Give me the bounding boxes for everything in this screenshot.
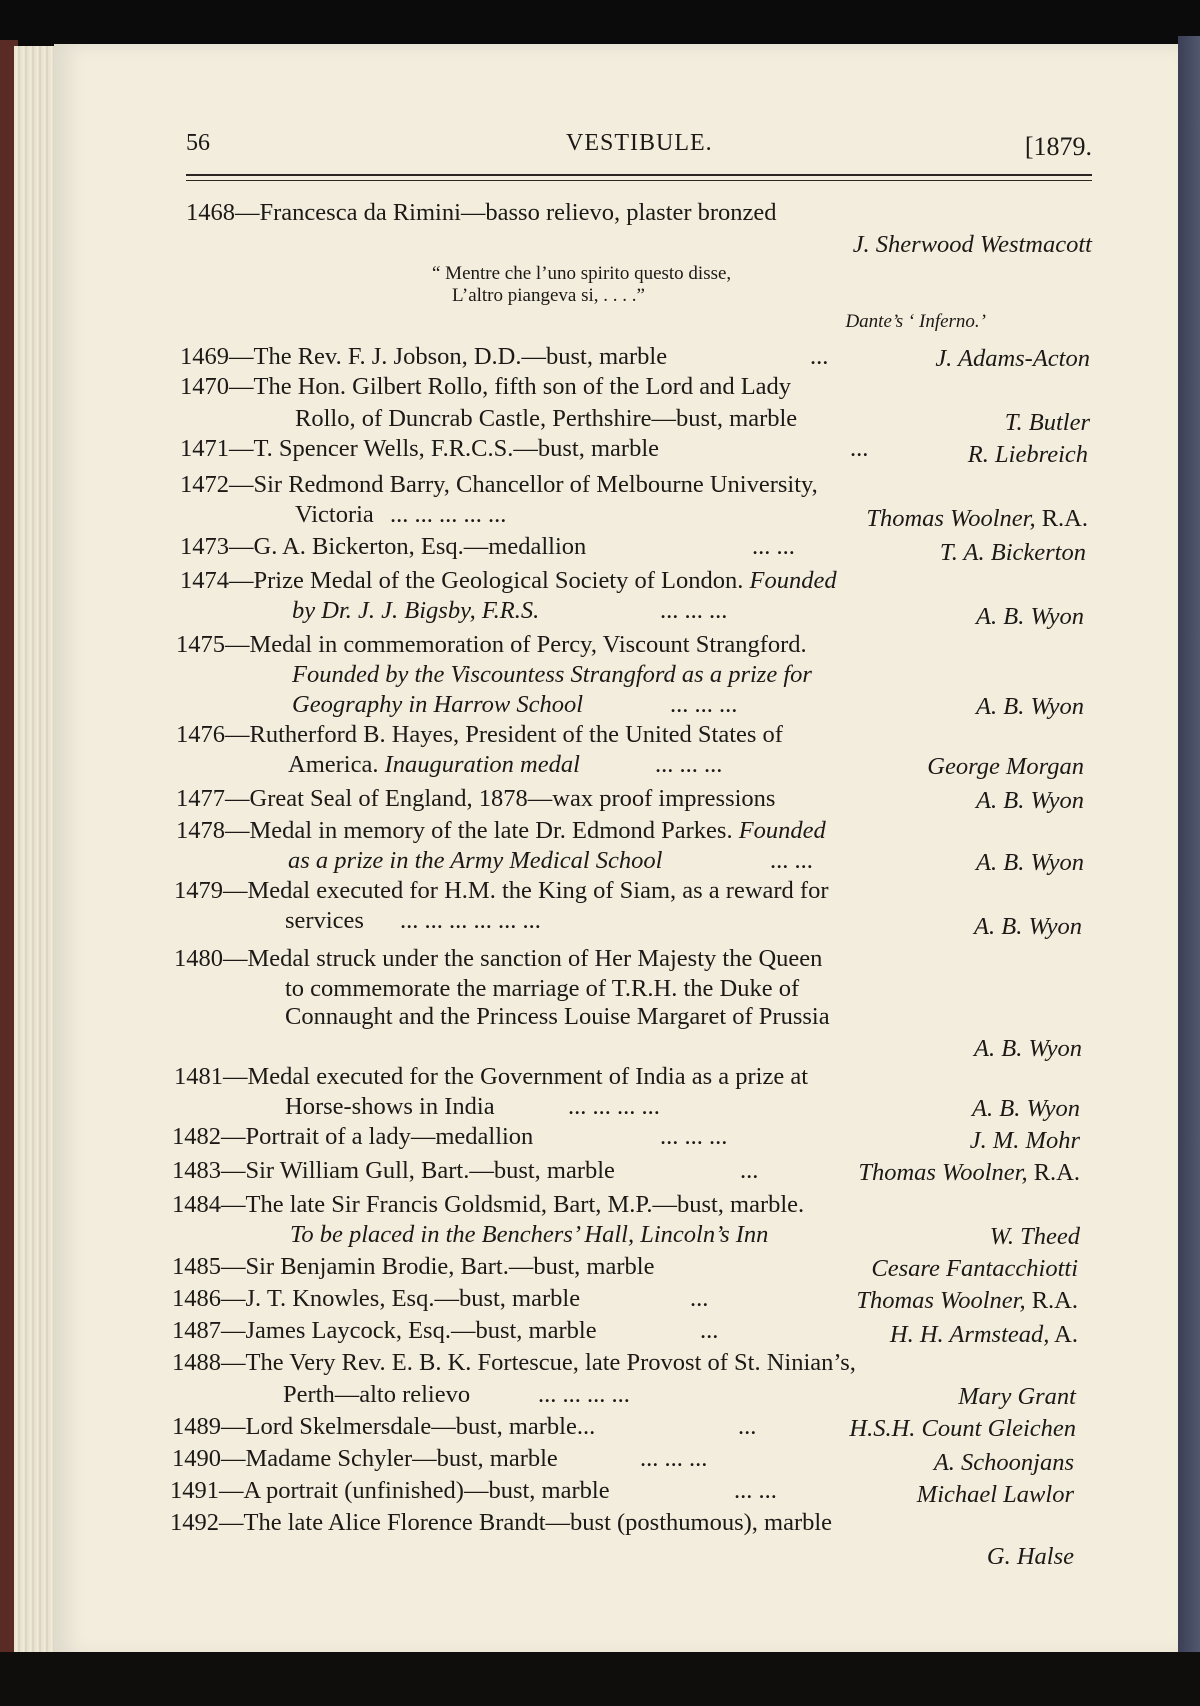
entry-1487-dots: ... [700, 1317, 719, 1344]
entry-1491-artist: Michael Lawlor [916, 1481, 1074, 1508]
entry-1469-artist: J. Adams-Acton [935, 345, 1090, 372]
entry-1473-text: 1473—G. A. Bickerton, Esq.—medallion [180, 533, 587, 560]
entry-1468-line1: 1468—Francesca da Rimini—basso relievo, plaster bronzed [186, 199, 777, 226]
entry-1491-dots: ... ... [734, 1477, 777, 1504]
entry-1486-artist-suffix: R.A. [1031, 1287, 1078, 1314]
entry-1472-artist-suffix: R.A. [1041, 505, 1088, 532]
entry-1481-artist: A. B. Wyon [972, 1095, 1080, 1122]
entry-1471-artist: R. Liebreich [967, 441, 1088, 468]
entry-1481-line1: 1481—Medal executed for the Government of India as a prize at [174, 1063, 809, 1090]
entry-1472-artist-name: Thomas Woolner, [866, 505, 1036, 532]
entry-1475-line3: Geography in Harrow School [292, 691, 584, 718]
entry-1469-dots: ... [810, 343, 829, 370]
entry-1470-line2: Rollo, of Duncrab Castle, Perthshire—bust, marble [295, 405, 798, 432]
entry-1488-line2: Perth—alto relievo [283, 1381, 471, 1408]
entry-1486-text: 1486—J. T. Knowles, Esq.—bust, marble [172, 1285, 581, 1312]
entry-1487-text: 1487—James Laycock, Esq.—bust, marble [172, 1317, 597, 1344]
quote-line2: L’altro piangeva si, . . . .” [452, 285, 645, 306]
entry-1474-artist: A. B. Wyon [976, 603, 1084, 630]
entry-1476-inauguration: Inauguration medal [384, 751, 580, 778]
entry-1480-line3: Connaught and the Princess Louise Margaret of Prussia [285, 1003, 830, 1030]
entry-1483-artist-suffix: R.A. [1033, 1159, 1080, 1186]
page-number: 56 [186, 130, 210, 156]
entry-1476-line2 [288, 750, 580, 780]
entry-1488-artist: Mary Grant [958, 1383, 1076, 1410]
entry-1480-line1: 1480—Medal struck under the sanction of Her Majesty the Queen [174, 945, 823, 972]
entry-1478-line1 [176, 816, 826, 846]
entry-1471-text: 1471—T. Spencer Wells, F.R.C.S.—bust, marble [180, 435, 660, 462]
entry-1486-dots: ... [690, 1285, 709, 1312]
entry-1476-line2-text: America. [288, 751, 379, 778]
entry-1476-line1: 1476—Rutherford B. Hayes, President of the United States of [176, 721, 783, 748]
entry-1481-line2: Horse-shows in India [285, 1093, 495, 1120]
entry-1476-dots: ... ... ... [655, 751, 723, 778]
entry-1487-artist-suffix: A. [1054, 1321, 1078, 1348]
entry-1476-artist: George Morgan [927, 753, 1084, 780]
entry-1472-line1: 1472—Sir Redmond Barry, Chancellor of Melbourne University, [180, 471, 818, 498]
entry-1482-artist: J. M. Mohr [969, 1127, 1080, 1154]
entry-1475-artist: A. B. Wyon [976, 693, 1084, 720]
entry-1479-artist: A. B. Wyon [974, 913, 1082, 940]
entry-1489-dots: ... [738, 1413, 757, 1440]
entry-1475-line1: 1475—Medal in commemoration of Percy, Viscount Strangford. [176, 631, 807, 658]
entry-1468-artist: J. Sherwood Westmacott [852, 231, 1092, 258]
entry-1473-artist: T. A. Bickerton [939, 539, 1086, 566]
entry-1491-text: 1491—A portrait (unfinished)—bust, marble [170, 1477, 610, 1504]
entry-1490-text: 1490—Madame Schyler—bust, marble [172, 1445, 558, 1472]
entry-1473-dots: ... ... [752, 533, 795, 560]
entry-1479-line1: 1479—Medal executed for H.M. the King of Siam, as a reward for [174, 877, 829, 904]
entry-1485-artist: Cesare Fantacchiotti [871, 1255, 1078, 1282]
entry-1492-line1: 1492—The late Alice Florence Brandt—bust (posthumous), marble [170, 1509, 833, 1536]
header-rule [186, 174, 1092, 176]
entry-1483-artist-name: Thomas Woolner, [858, 1159, 1028, 1186]
entry-1474-line2: by Dr. J. J. Bigsby, F.R.S. [292, 597, 540, 624]
entry-1483-artist [780, 1158, 1080, 1188]
quote-line1: “ Mentre che l’uno spirito questo disse, [432, 263, 732, 284]
year-label: [1879. [1024, 132, 1092, 161]
entry-1478-founded: Founded [738, 817, 826, 844]
entry-1482-text: 1482—Portrait of a lady—medallion [172, 1123, 534, 1150]
entry-1484-line2: To be placed in the Benchers’ Hall, Lincoln’s Inn [290, 1221, 769, 1248]
running-head: VESTIBULE. [566, 130, 713, 156]
entry-1475-dots: ... ... ... [670, 691, 738, 718]
entry-1492-artist: G. Halse [986, 1543, 1074, 1570]
entry-1478-line2: as a prize in the Army Medical School [288, 847, 663, 874]
entry-1482-dots: ... ... ... [660, 1123, 728, 1150]
entry-1470-artist: T. Butler [1004, 409, 1090, 436]
entry-1483-dots: ... [740, 1157, 759, 1184]
entry-1484-line1: 1484—The late Sir Francis Goldsmid, Bart, M.P.—bust, marble. [172, 1191, 805, 1218]
entry-1475-line2: Founded by the Viscountess Strangford as a prize for [292, 661, 812, 688]
entry-1472-dots: ... ... ... ... ... [390, 501, 507, 528]
entry-1485-text: 1485—Sir Benjamin Brodie, Bart.—bust, marble [172, 1253, 655, 1280]
book-bottom-edge [0, 1652, 1200, 1706]
entry-1488-dots: ... ... ... ... [538, 1381, 630, 1408]
entry-1489-artist: H.S.H. Count Gleichen [849, 1415, 1076, 1442]
entry-1470-line1: 1470—The Hon. Gilbert Rollo, fifth son of the Lord and Lady [180, 373, 792, 400]
entry-1474-dots: ... ... ... [660, 597, 728, 624]
entry-1479-line2: services [285, 907, 364, 934]
entry-1488-line1: 1488—The Very Rev. E. B. K. Fortescue, late Provost of St. Ninian’s, [172, 1349, 856, 1376]
entry-1486-artist [780, 1286, 1078, 1316]
entry-1479-dots: ... ... ... ... ... ... [400, 907, 541, 934]
entry-1490-dots: ... ... ... [640, 1445, 708, 1472]
entry-1478-artist: A. B. Wyon [976, 849, 1084, 876]
entry-1478-line1-text: 1478—Medal in memory of the late Dr. Edmond Parkes. [176, 817, 733, 844]
quote-source: Dante’s ‘ Inferno.’ [845, 311, 986, 332]
entry-1478-dots: ... ... [770, 847, 813, 874]
entry-1487-artist-name: H. H. Armstead, [889, 1321, 1050, 1348]
entry-1477-artist: A. B. Wyon [976, 787, 1084, 814]
entry-1474-line1-text: 1474—Prize Medal of the Geological Society of London. [180, 567, 744, 594]
entry-1484-artist: W. Theed [989, 1223, 1080, 1250]
entry-1486-artist-name: Thomas Woolner, [856, 1287, 1026, 1314]
page-header [186, 126, 1092, 166]
entry-1480-line2: to commemorate the marriage of T.R.H. the Duke of [285, 975, 800, 1002]
header-rule-thin [186, 180, 1092, 181]
entry-1469-text: 1469—The Rev. F. J. Jobson, D.D.—bust, marble [180, 343, 668, 370]
entry-1474-line1 [180, 566, 837, 596]
entry-1472-line2: Victoria [295, 501, 374, 528]
entry-1477-text: 1477—Great Seal of England, 1878—wax proof impressions [176, 785, 776, 812]
entry-1472-artist [780, 504, 1088, 534]
entry-1474-founded: Founded [749, 567, 837, 594]
entry-1481-dots: ... ... ... ... [568, 1093, 660, 1120]
entry-1471-dots: ... [850, 435, 869, 462]
entry-1489-text: 1489—Lord Skelmersdale—bust, marble... [172, 1413, 596, 1440]
book-cover-right [1178, 36, 1200, 1662]
entry-1490-artist: A. Schoonjans [933, 1449, 1074, 1476]
entry-1480-artist: A. B. Wyon [974, 1035, 1082, 1062]
entry-1487-artist [800, 1320, 1078, 1350]
entry-1483-text: 1483—Sir William Gull, Bart.—bust, marble [172, 1157, 615, 1184]
